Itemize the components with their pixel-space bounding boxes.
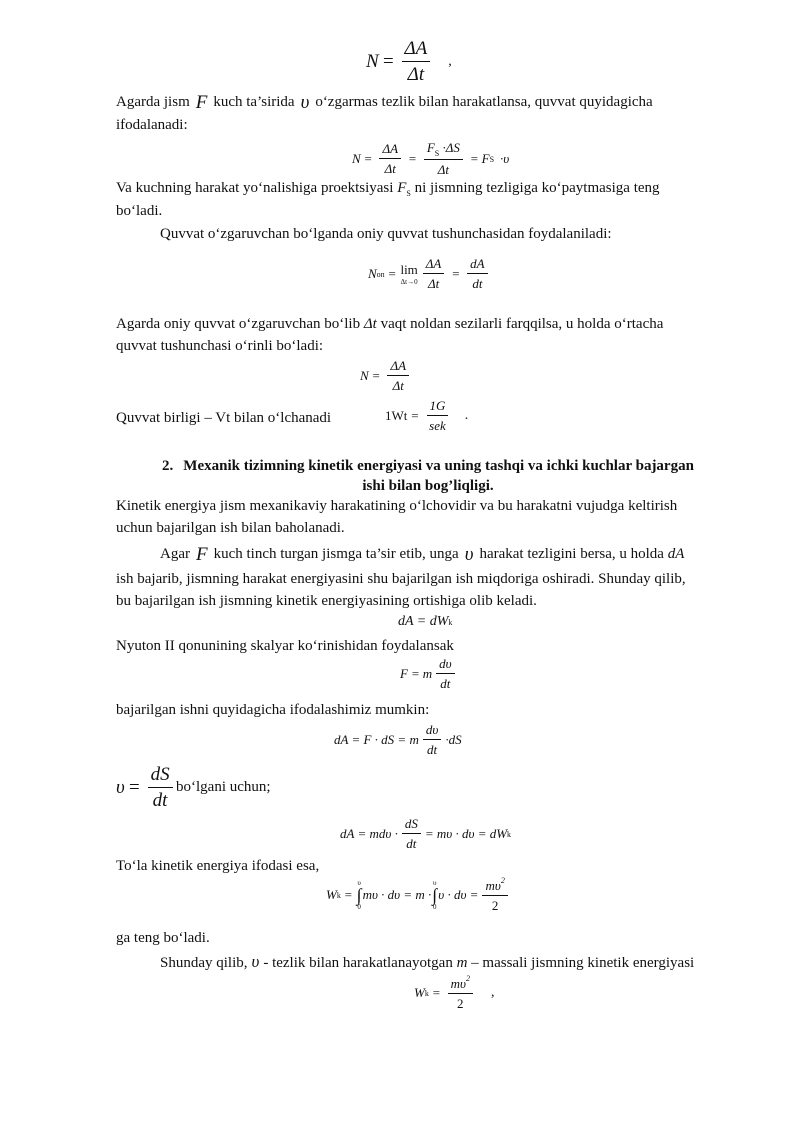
eq-lhs: N: [366, 51, 379, 72]
paragraph-line: Agarda jism F kuch ta’sirida υ o‘zgarmas tezlik bilan harakatlansa, quvvat quyidagicha: [116, 92, 653, 113]
paragraph-line: Agar F kuch tinch turgan jismga ta’sir etib, unga υ harakat tezligini bersa, u holda dA: [160, 544, 685, 565]
paragraph-line: Va kuchning harakat yo‘nalishiga proektsiyasi $F_S$ ni jismning tezligiga ko‘paytmasiga teng: [116, 180, 660, 198]
paragraph-line: Shunday qilib, υ - tezlik bilan harakatlanayotgan m – massali jismning kinetik energiyasi: [160, 952, 695, 971]
equation-work-kinetic: dA = mdυ · $\frac{dS}{dt}$ = mυ · dυ = dW k: [340, 816, 512, 851]
limit: lim Δt→0: [400, 262, 418, 286]
symbol-velocity: υ: [251, 952, 260, 971]
eq-trail: ,: [448, 54, 452, 69]
equation-power-average: N = $\frac{\Delta A}{\Delta t}$ ,: [366, 38, 452, 85]
paragraph-line: ish bajarib, jismning harakat energiyasini shu bajarilgan ish miqdoriga oshiradi. Shunday qilib,: [116, 571, 686, 587]
paragraph-line: To‘la kinetik energiya ifodasi esa,: [116, 858, 320, 874]
equation-instant-power: N on = lim Δt→0 $\frac{\Delta A}{\Delta t}$ = $\frac{dA}{dt}$: [368, 256, 492, 292]
equation-watt-unit: 1Wt = $\frac{1G}{\text{sek}}$ .: [385, 398, 469, 433]
paragraph-line: Agarda oniy quvvat o‘zgaruvchan bo‘lib Δt vaqt noldan sezilarli farqqilsa, u holda o‘rtacha: [116, 316, 664, 332]
paragraph-line: bu bajarilgan ish jismning kinetik energiyasining ortishiga olib keladi.: [116, 593, 537, 609]
paragraph-line: ifodalanadi:: [116, 117, 188, 133]
symbol-velocity: υ: [464, 544, 474, 565]
equation-power-force: N = $\frac{\Delta A}{\Delta t}$ = $\frac{F_S \cdot\Delta S}{\Delta t}$ = F S ·υ: [352, 140, 510, 177]
symbol-force: F: [196, 544, 208, 565]
fraction: [402, 38, 431, 86]
equation-kinetic-energy: W k = $\frac{m\upsilon^2}{2}$ ,: [414, 974, 495, 1011]
section-heading: 2. Mexanik tizimning kinetik energiyasi va uning tashqi va ichki kuchlar bajargan ishi bilan bog’liqligi.: [162, 458, 694, 494]
paragraph-line: bajarilgan ishni quyidagicha ifodalashimiz mumkin:: [116, 702, 430, 718]
equation-work: dA = F · dS = m $\frac{d\upsilon}{dt}$ ·dS: [334, 722, 462, 757]
equation-kinetic-energy-integral: W k = υ ∫ 0 mυ · dυ = m · υ ∫ 0 υ · dυ = $\frac{m\upsilon^2}{2}$: [326, 876, 512, 914]
equation-newton-second-law: F = m $\frac{d\upsilon}{dt}$: [400, 656, 459, 692]
paragraph-line: Quvvat o‘zgaruvchan bo‘lganda oniy quvvat tushunchasidan foydalaniladi:: [160, 226, 612, 242]
paragraph-line: Kinetik energiya jism mexanikaviy harakatining o‘lchovidir va bu harakatni vujudga keltirish: [116, 498, 678, 514]
equation-mean-power: N = $\frac{\Delta A}{\Delta t}$: [360, 358, 413, 394]
equation-velocity-definition: υ = $\frac{dS}{dt}$: [116, 764, 177, 812]
numerator: ΔA: [402, 38, 431, 62]
equation-work-energy: dA = dW k: [398, 614, 453, 629]
integral: υ ∫ 0: [356, 879, 362, 911]
symbol-force: F: [195, 92, 208, 113]
symbol-velocity: υ: [300, 92, 310, 113]
paragraph-line: quvvat tushunchasi o‘rinli bo‘ladi:: [116, 338, 324, 354]
integral: υ ∫ 0: [432, 879, 438, 911]
denominator: Δt: [407, 64, 425, 85]
paragraph-line: bo‘lgani uchun;: [176, 779, 271, 795]
paragraph-line: ga teng bo‘ladi.: [116, 930, 210, 946]
paragraph-line: Nyuton II qonunining skalyar ko‘rinishidan foydalansak: [116, 638, 454, 654]
paragraph-line: bo‘ladi.: [116, 203, 163, 219]
paragraph-line: uchun bajarilgan ish bilan baholanadi.: [116, 520, 345, 536]
paragraph-line: Quvvat birligi – Vt bilan o‘lchanadi: [116, 410, 332, 426]
